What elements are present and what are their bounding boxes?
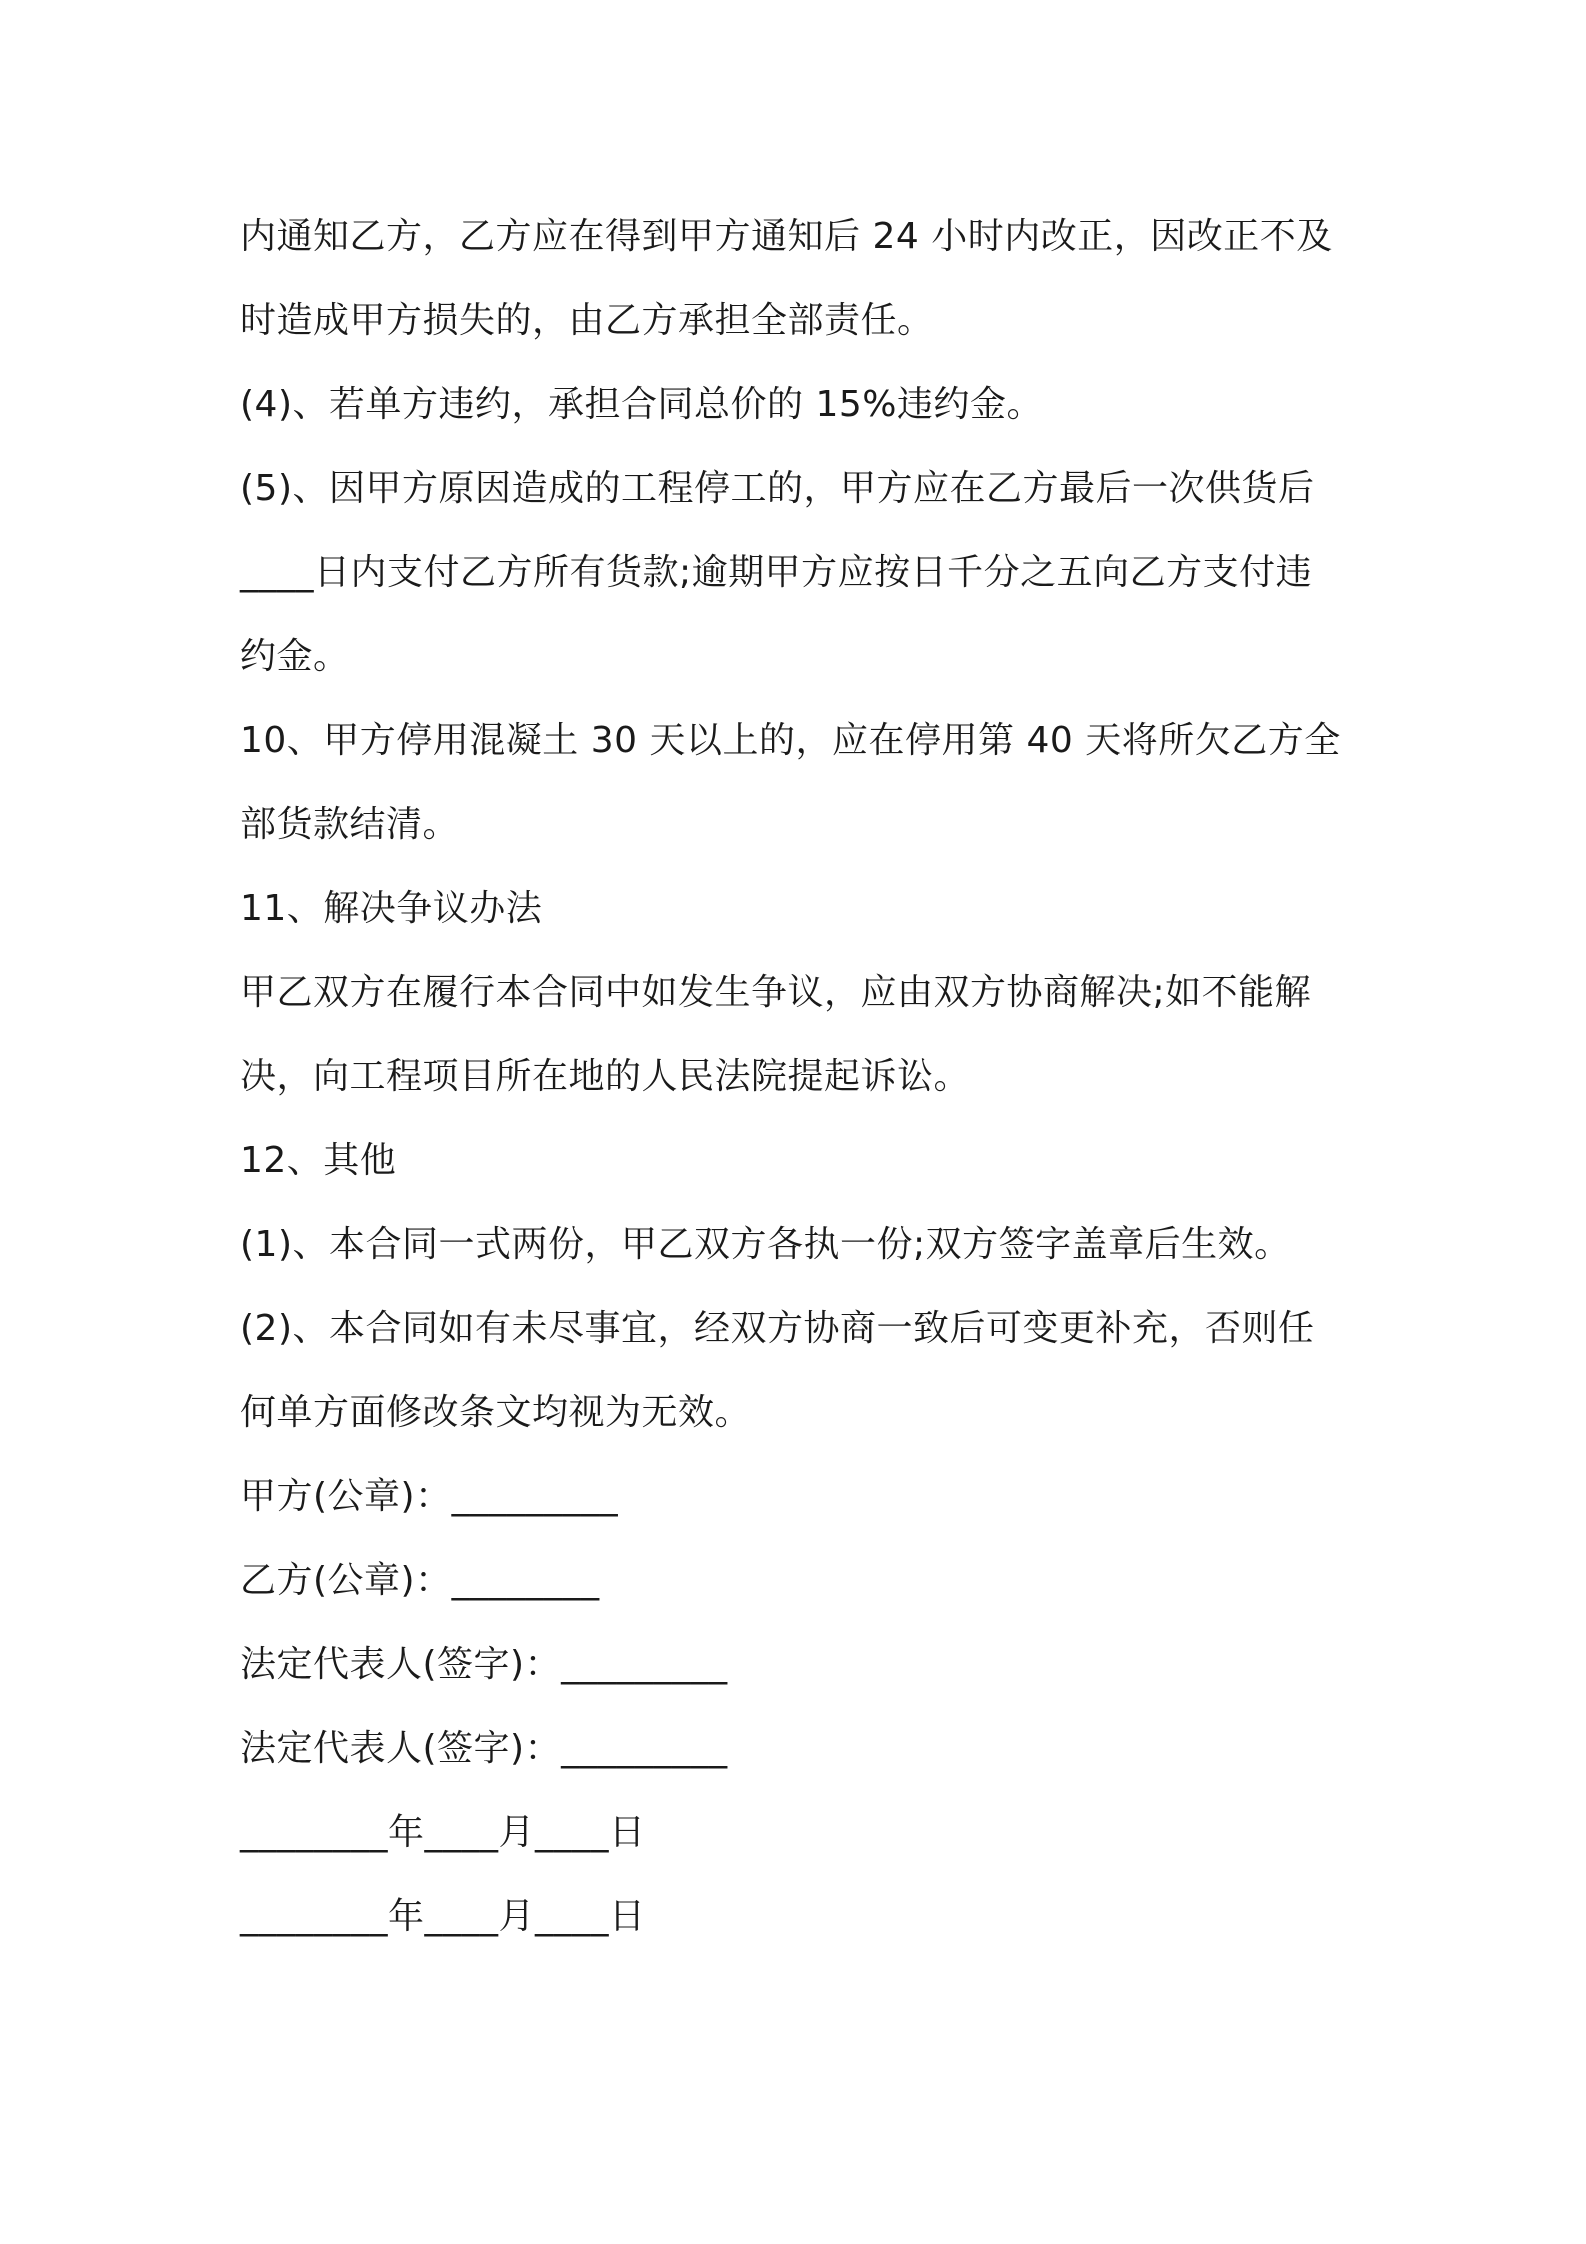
- text-line-3: (4)、若单方违约，承担合同总价的 15%违约金。: [240, 384, 1043, 425]
- text-line-10: 甲乙双方在履行本合同中如发生争议，应由双方协商解决;如不能解: [240, 972, 1312, 1013]
- text-line-11: 决，向工程项目所在地的人民法院提起诉讼。: [240, 1056, 971, 1097]
- text-line-2: 时造成甲方损失的，由乙方承担全部责任。: [240, 300, 934, 341]
- text-line-5: ____日内支付乙方所有货款;逾期甲方应按日千分之五向乙方支付违: [240, 552, 1313, 593]
- legal-rep-signature-line-2: 法定代表人(签字)：_________: [240, 1728, 728, 1769]
- date-line-1: ________年____月____日: [240, 1812, 646, 1853]
- legal-rep-signature-line-1: 法定代表人(签字)：_________: [240, 1644, 728, 1685]
- text-line-4: (5)、因甲方原因造成的工程停工的，甲方应在乙方最后一次供货后: [240, 468, 1315, 509]
- section-heading-11: 11、解决争议办法: [240, 888, 543, 929]
- text-line-7: 10、甲方停用混凝土 30 天以上的，应在停用第 40 天将所欠乙方全: [240, 720, 1341, 761]
- document-page: [240, 195, 1360, 1959]
- section-heading-12: 12、其他: [240, 1140, 397, 1181]
- date-line-2: ________年____月____日: [240, 1896, 646, 1937]
- text-line-1: 内通知乙方，乙方应在得到甲方通知后 24 小时内改正，因改正不及: [240, 216, 1333, 257]
- text-line-6: 约金。: [240, 636, 350, 677]
- party-b-seal-line: 乙方(公章)：________: [240, 1560, 600, 1601]
- text-line-13: (1)、本合同一式两份，甲乙双方各执一份;双方签字盖章后生效。: [240, 1224, 1291, 1265]
- text-line-14: (2)、本合同如有未尽事宜，经双方协商一致后可变更补充，否则任: [240, 1308, 1315, 1349]
- party-a-seal-line: 甲方(公章)：_________: [240, 1476, 619, 1517]
- text-line-15: 何单方面修改条文均视为无效。: [240, 1392, 752, 1433]
- text-line-8: 部货款结清。: [240, 804, 460, 845]
